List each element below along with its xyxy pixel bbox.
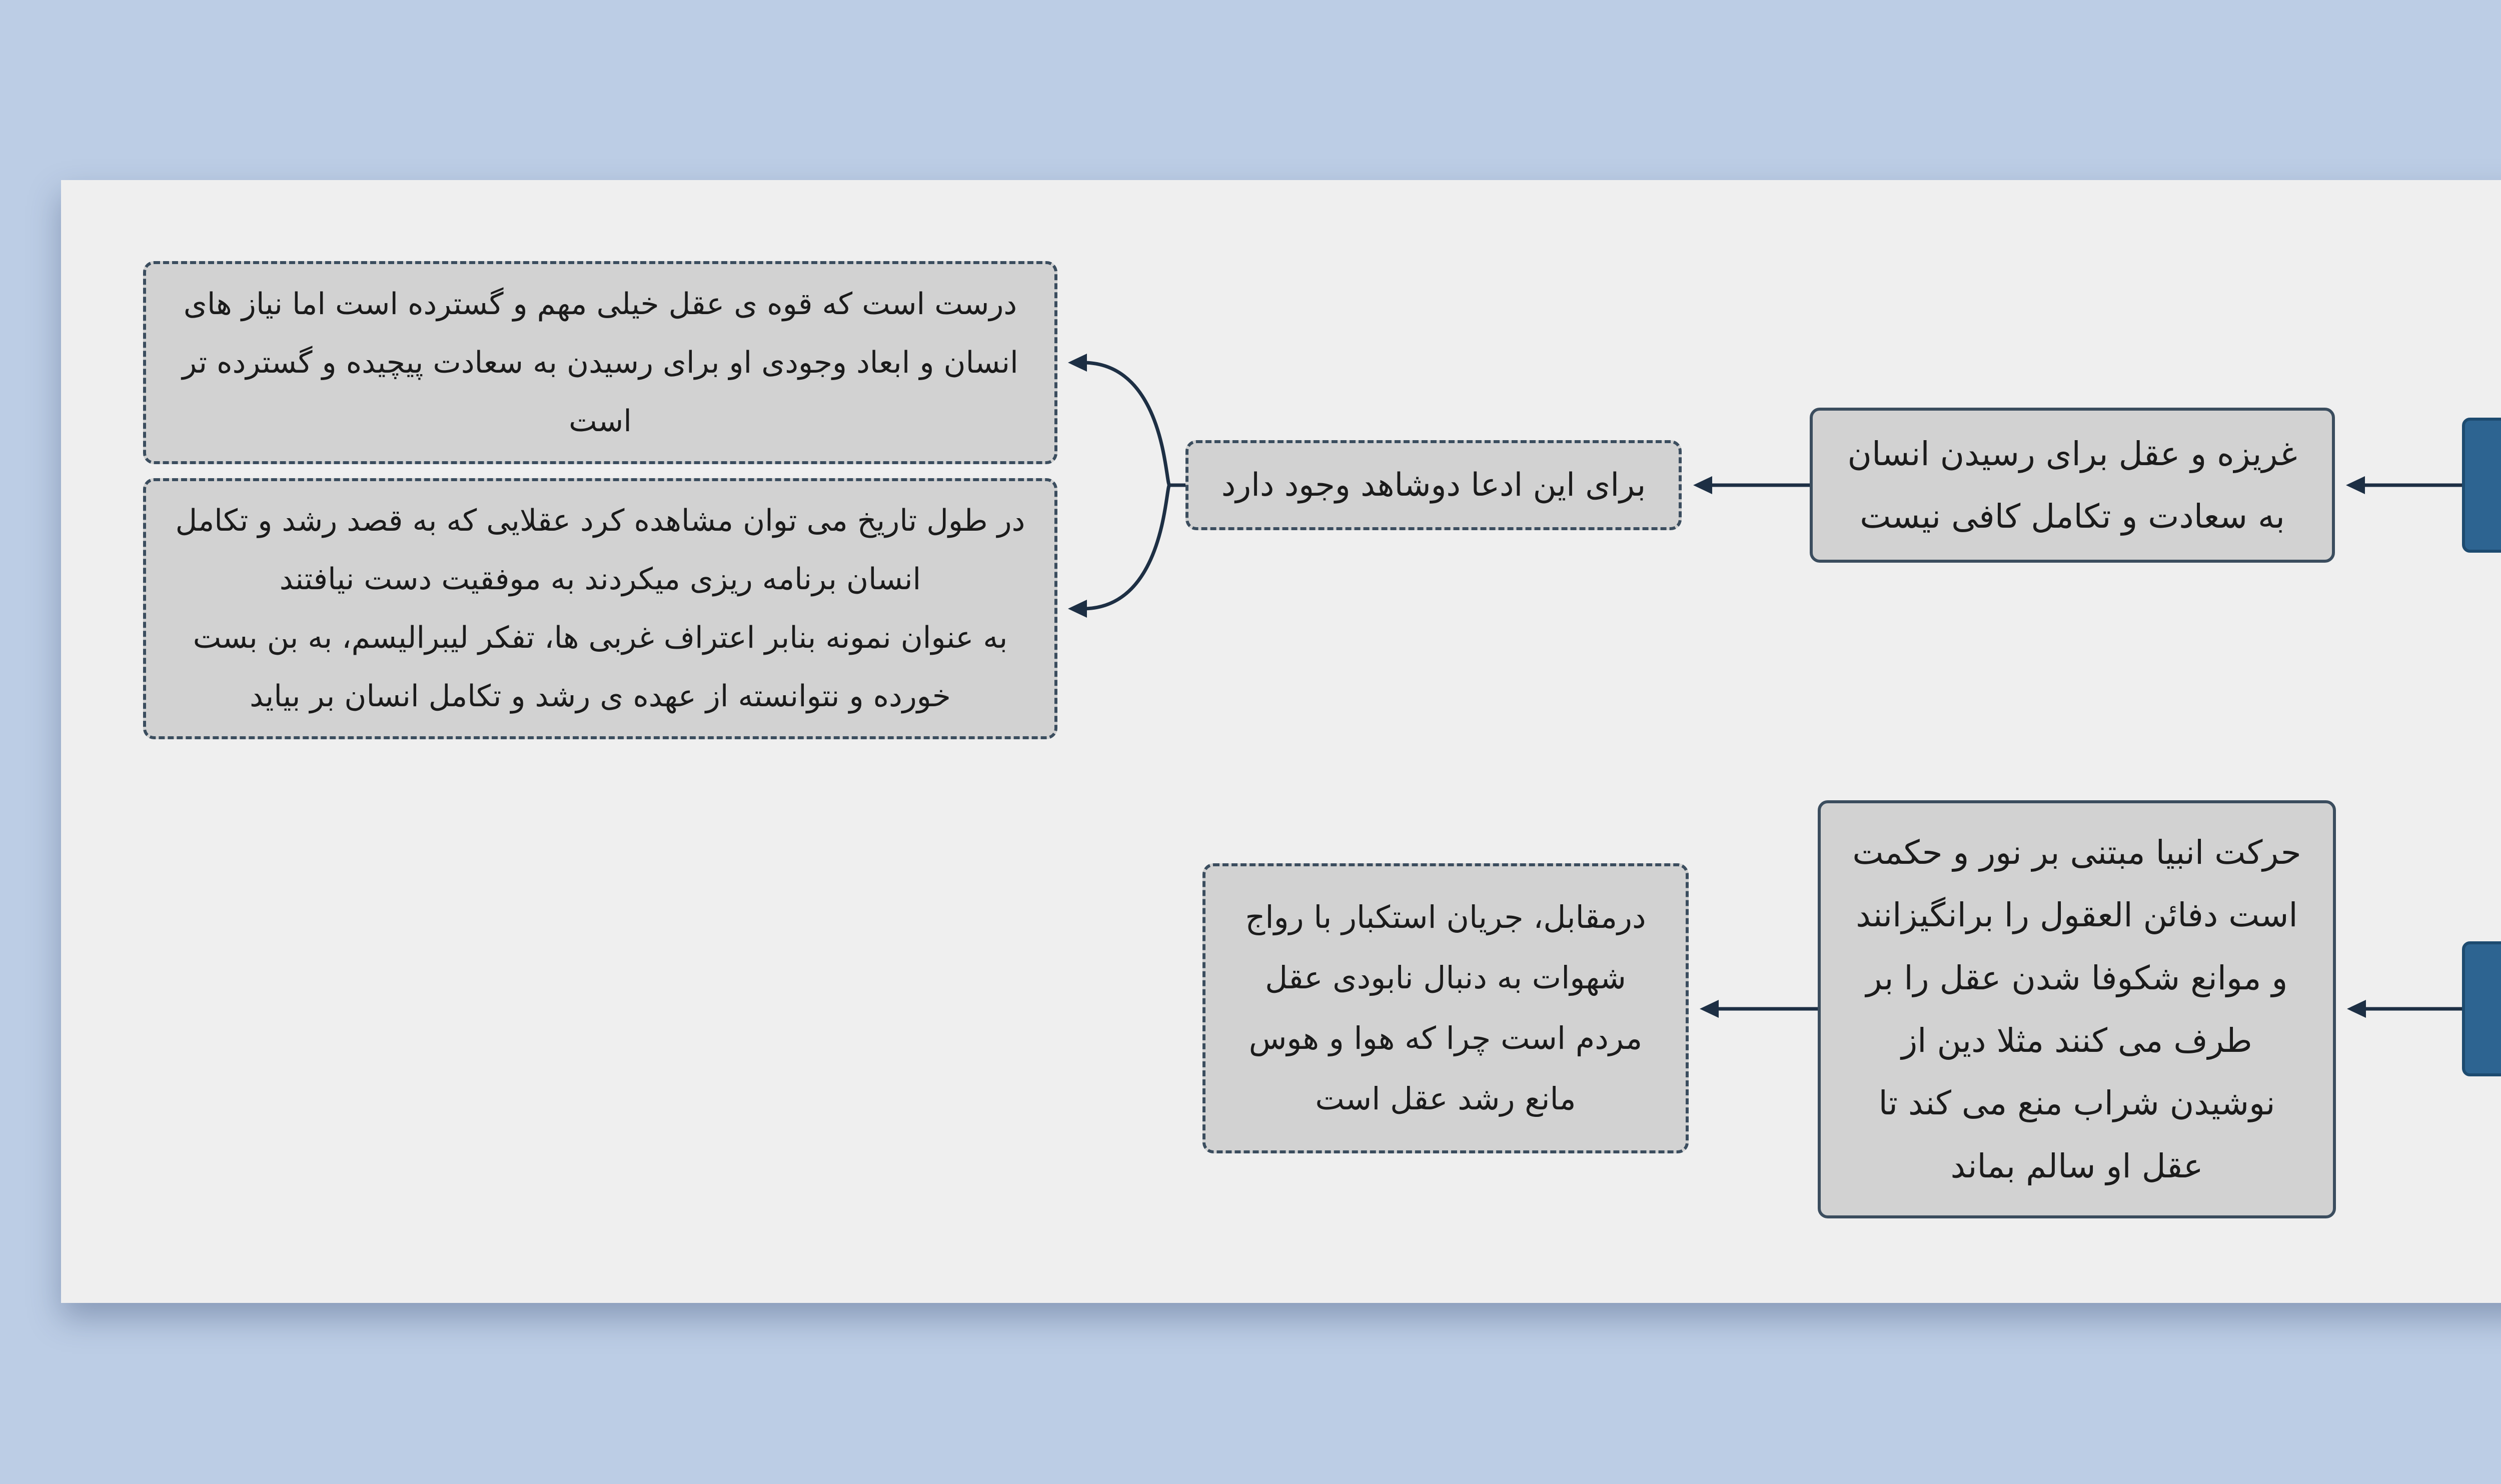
arrowhead-prophets	[2347, 1000, 2366, 1018]
arrowhead-opposite	[1700, 1000, 1719, 1018]
instinct-text: غریزه و عقل برای رسیدن انسان به سعادت و تکامل کافی نیست	[1847, 434, 2297, 536]
prophets-text: حرکت انبیا مبتنی بر نور و حکمت است دفائن العقول را برانگیزانند و موانع شکوفا شدن عقل را بر طرف می کنند مثلا دین از نوشیدن شراب منع می کند تا عقل او سالم بماند	[1852, 833, 2301, 1185]
node-prophets-wisdom[interactable]	[1818, 800, 2336, 1218]
arrowhead-reason	[1068, 354, 1087, 372]
node-evidence-history[interactable]	[143, 478, 1057, 739]
arrowhead-instinct	[2346, 476, 2365, 494]
connector-claim-reason	[1083, 363, 1185, 485]
node-arrogance-opposite[interactable]	[1202, 863, 1689, 1153]
opposite-text: درمقابل، جریان استکبار با رواج شهوات به دنبال نابودی عقل مردم است چرا که هوا و هوس مانع رشد عقل است	[1245, 899, 1646, 1117]
node-instinct-reason-insufficient[interactable]	[1810, 408, 2335, 563]
topic-need-for-prophets[interactable]	[2462, 418, 2501, 553]
evidence-history-text: در طول تاریخ می توان مشاهده کرد عقلایی که به قصد رشد و تکامل انسان برنامه ریزی میکردند به موفقیت دست نیافتند به عنوان نمونه بنابر اعتراف غربی ها، تفکر لیبرالیسم، به بن بست خورده و نتوانسته از عهده ی رشد و تکامل انسان بر بیاید	[175, 503, 1025, 714]
connector-claim-history	[1083, 485, 1169, 609]
node-evidence-reason[interactable]	[143, 261, 1057, 464]
topic-prophets-method[interactable]	[2462, 941, 2501, 1076]
arrowhead-history	[1068, 600, 1087, 618]
node-two-evidences[interactable]	[1185, 440, 1682, 530]
arrowhead-claim	[1693, 476, 1712, 494]
claim-text: برای این ادعا دوشاهد وجود دارد	[1221, 466, 1646, 504]
evidence-reason-text: درست است که قوه ی عقل خیلی مهم و گسترده است اما نیاز های انسان و ابعاد وجودی او برای رسیدن به سعادت پیچیده و گسترده تر است	[182, 286, 1018, 439]
